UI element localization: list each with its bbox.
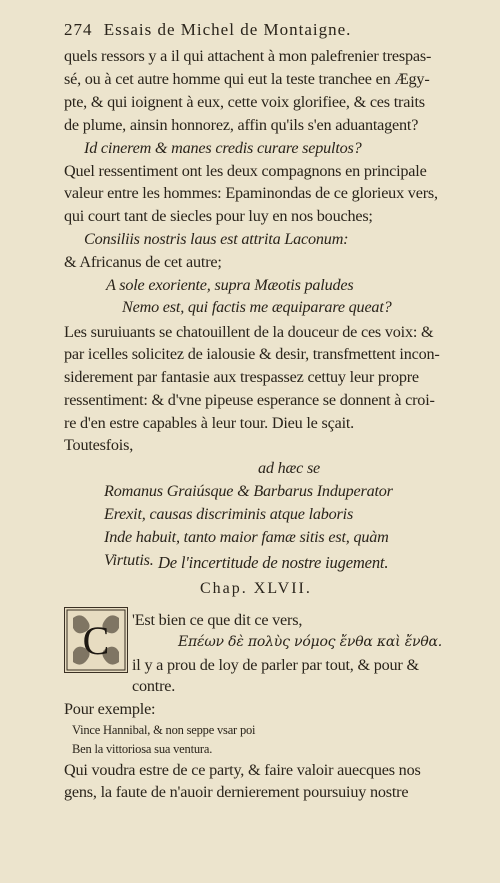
text-line: quels ressors y a il qui attachent à mon palefrenier trespas- [64, 47, 432, 65]
drop-cap-ornament-icon [65, 608, 127, 672]
running-header [64, 20, 351, 40]
example-label: Pour exemple: [64, 700, 156, 718]
latin-verse: Consiliis nostris laus est attrita Laconum: [84, 230, 349, 248]
text-line: Qui voudra estre de ce party, & faire valoir auecques nos [64, 761, 421, 779]
latin-verse: A sole exoriente, supra Mæotis paludes [106, 276, 354, 294]
latin-verse: Romanus Graiúsque & Barbarus Induperator [104, 482, 393, 500]
italian-verse: Ben la vittoriosa sua ventura. [72, 742, 213, 756]
text-line: siderement par fantasie aux trespassez cettuy leur propre [64, 368, 419, 386]
text-line: il y a prou de loy de parler par tout, & pour & [132, 656, 419, 674]
latin-verse: Id cinerem & manes credis curare sepultos? [84, 139, 362, 157]
latin-verse: Virtutis. [104, 551, 154, 569]
text-line: de plume, ainsin honnorez, affin qu'ils s'en aduantagent? [64, 116, 419, 134]
chapter-label: Chap. XLVII. [200, 580, 312, 597]
ornamental-drop-cap [64, 607, 128, 673]
text-line: gens, la faute de n'auoir dernierement poursuiuy nostre [64, 783, 409, 801]
text-line: valeur entre les hommes: Epaminondas de ce glorieux vers, [64, 184, 438, 202]
chapter-title: De l'incertitude de nostre iugement. [158, 553, 389, 572]
latin-verse: Erexit, causas discriminis atque laboris [104, 505, 354, 523]
text-line: contre. [132, 677, 176, 695]
text-line: Toutesfois, [64, 436, 134, 454]
text-line: ressentiment: & d'vne pipeuse esperance se donnent à croi- [64, 391, 435, 409]
text-line: & Africanus de cet autre; [64, 253, 222, 271]
text-line: 'Est bien ce que dit ce vers, [132, 611, 303, 629]
latin-verse: Nemo est, qui factis me æquiparare queat? [122, 298, 392, 316]
text-line: qui court tant de siecles pour luy en nos bouches; [64, 207, 373, 225]
text-line: par icelles solicitez de ialousie & desir, transfmettent incon- [64, 345, 440, 363]
text-line: pte, & qui ioignent à eux, cette voix glorifiee, & ces traits [64, 93, 425, 111]
text-line: sé, ou à cet autre homme qui eut la teste tranchee en Ægy- [64, 70, 430, 88]
latin-verse: ad hæc se [258, 459, 321, 477]
text-line: re d'en estre capables à leur tour. Dieu le sçait. [64, 414, 355, 432]
latin-verse: Inde habuit, tanto maior famæ sitis est, quàm [104, 528, 389, 546]
drop-cap-letter: C [82, 618, 110, 663]
italian-verse: Vince Hannibal, & non seppe vsar poi [72, 723, 256, 737]
text-line: Quel ressentiment ont les deux compagnons en principale [64, 162, 427, 180]
running-title: Essais de Michel de Montaigne. [103, 20, 352, 39]
greek-verse: Επέων δὲ πολὺς νόμος ἔνθα καὶ ἔνθα. [178, 634, 443, 650]
text-line: Les suruiuants se chatouillent de la douceur de ces voix: & [64, 323, 434, 341]
page-number: 274 [64, 20, 93, 39]
